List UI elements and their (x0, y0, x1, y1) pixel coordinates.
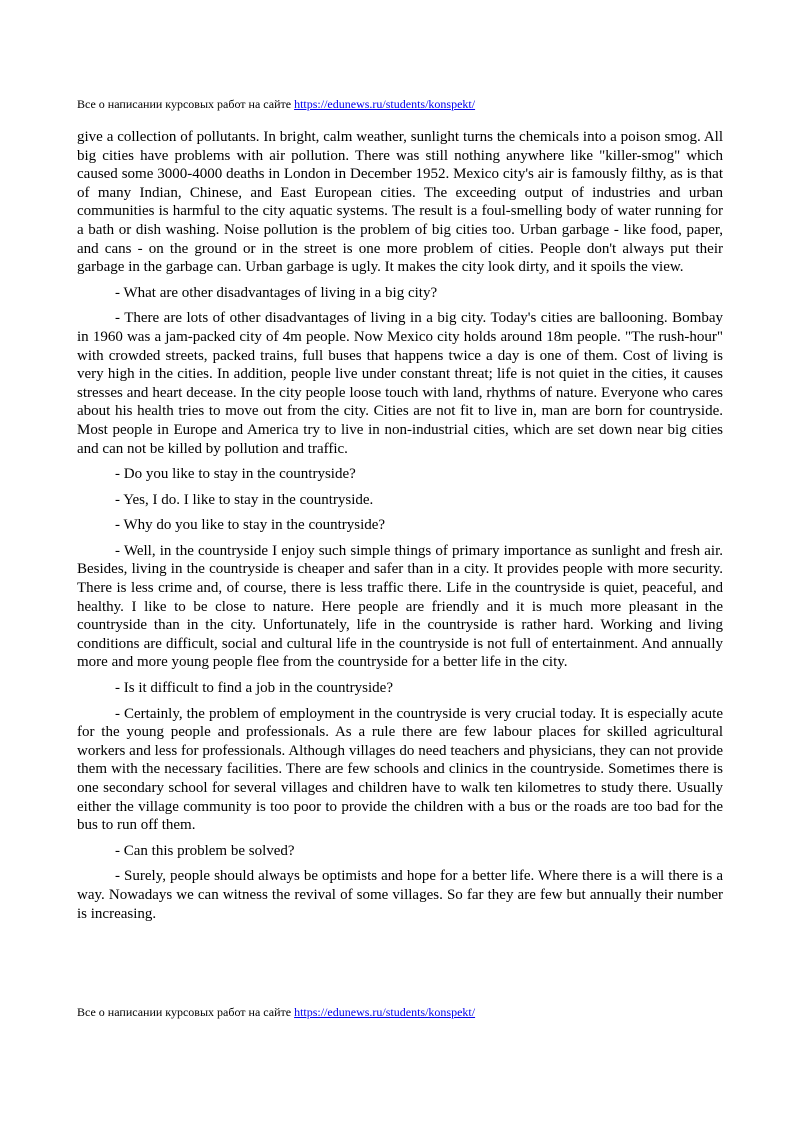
answer-job-countryside: - Certainly, the problem of employment in the countryside is very crucial today. It is especially acute for the young people and professionals. As a rule there are few labour places for skilled agricultural workers and less for professionals. Although villages do need teachers and physicians, they can not provide them with the necessary facilities. There are few schools and clinics in the countryside. Sometimes there is one secondary school for several villages and children have to walk ten kilometres to study there. Usually either the village community is too poor to provide the children with a bus or the roads are too bad for the bus to run off them. (77, 705, 723, 834)
answer-like-countryside: - Yes, I do. I like to stay in the countryside. (115, 491, 374, 508)
question-job-countryside: - Is it difficult to find a job in the countryside? (115, 680, 393, 697)
question-why-countryside: - Why do you like to stay in the countryside? (115, 517, 386, 534)
document-body (77, 128, 723, 923)
paragraph-pollution: give a collection of pollutants. In bright, calm weather, sunlight turns the chemicals into a poison smog. All big cities have problems with air pollution. There was still nothing anywhere like "killer-smog" which caused some 3000-4000 deaths in London in December 1952. Mexico city's air is famously filthy, as is that of many Indian, Chinese, and East European cities. The exceeding output of industries and urban communities is harmful to the city aquatic systems. The result is a foul-smelling body of water running for a bath or dish washing. Noise pollution is the problem of big cities too. Urban garbage - like food, paper, and cans - on the ground or in the street is one more problem of cities. People don't always put their garbage in the garbage can. Urban garbage is ugly. It makes the city look dirty, and it spoils the view. (77, 129, 723, 276)
question-like-countryside: - Do you like to stay in the countryside? (115, 466, 356, 483)
answer-why-countryside: - Well, in the countryside I enjoy such simple things of primary importance as sunlight and fresh air. Besides, living in the countryside is cheaper and safer than in a city. It provides people with more security. There is less crime and, of course, there is less traffic there. Life in the countryside is quiet, peaceful, and healthy. I like to be close to nature. Here people are friendly and it is much more pleasant in the countryside than in the city. Unfortunately, life in the countryside is rather hard. Working and living conditions are difficult, social and cultural life in the countryside is not full of entertainment. And annually more and more young people flee from the countryside for a better life in the city. (77, 542, 723, 671)
question-disadvantages: - What are other disadvantages of living in a big city? (115, 284, 438, 301)
question-problem-solved: - Can this problem be solved? (115, 842, 295, 859)
header-link[interactable]: https://edunews.ru/students/konspekt/ (294, 97, 476, 111)
footer-prefix: Все о написании курсовых работ на сайте (77, 1005, 295, 1019)
answer-problem-solved: - Surely, people should always be optimists and hope for a better life. Where there is a will there is a way. Nowadays we can witness the revival of some villages. So far they are few but annually their number is increasing. (77, 868, 723, 922)
page-header (77, 97, 475, 111)
footer-link[interactable]: https://edunews.ru/students/konspekt/ (294, 1005, 476, 1019)
page-footer (77, 1005, 475, 1019)
header-prefix: Все о написании курсовых работ на сайте (77, 97, 295, 111)
answer-disadvantages: - There are lots of other disadvantages of living in a big city. Today's cities are ballooning. Bombay in 1960 was a jam-packed city of 4m people. Now Mexico city holds around 18m people. "The rush-hour" with crowded streets, packed trains, full buses that happens twice a day is one of them. Cost of living is very high in the cities. In addition, people live under constant threat; life is not quiet in the cities, it causes stresses and heart decease. In the city people loose touch with land, rhythms of nature. Everyone who cares about his health tries to move out from the city. Cities are not fit to live in, man are born for countryside. Most people in Europe and America try to live in non-industrial cities, which are set down near big cities and can not be killed by pollution and traffic. (77, 310, 723, 457)
